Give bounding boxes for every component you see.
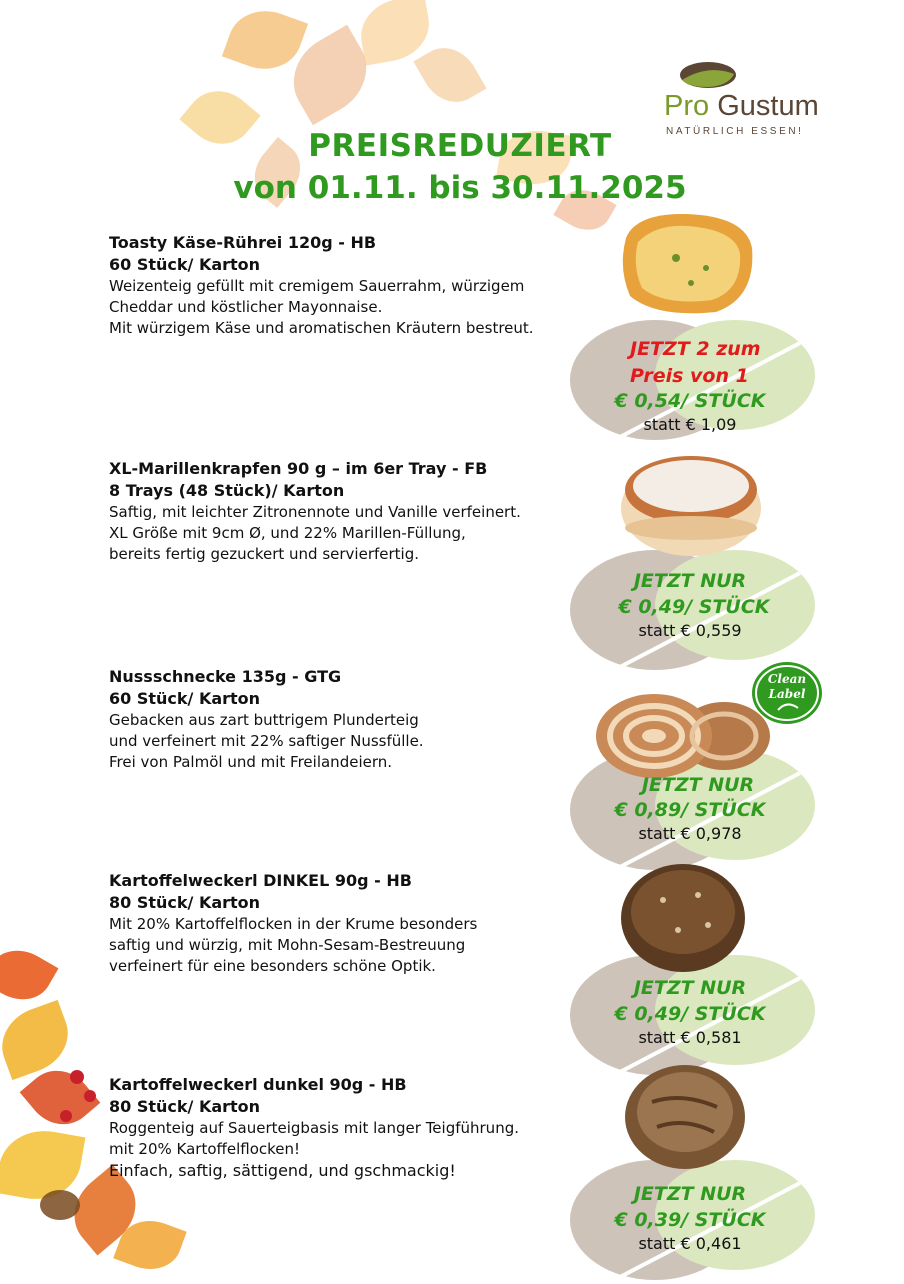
product-desc-line: Weizenteig gefüllt mit cremigem Sauerrahm, würzigem — [109, 277, 525, 295]
statt-price: statt € 0,461 — [638, 1234, 742, 1253]
offer-label: JETZT NUR — [633, 570, 747, 592]
product-desc-line: verfeinert für eine besonders schöne Optik. — [109, 957, 436, 975]
logo-bean-icon — [678, 60, 738, 90]
toasty-icon — [616, 208, 758, 318]
statt-price: statt € 1,09 — [643, 415, 737, 434]
product-title: XL-Marillenkrapfen 90 g – im 6er Tray - FB — [109, 459, 488, 478]
clean-label-line1: Clean — [767, 672, 807, 686]
product-pack: 60 Stück/ Karton — [109, 689, 261, 708]
product-desc-line: mit 20% Kartoffelflocken! — [109, 1140, 301, 1158]
product-pack: 8 Trays (48 Stück)/ Karton — [109, 481, 345, 500]
product-desc-line: Einfach, saftig, sättigend, und gschmackig! — [109, 1161, 456, 1180]
product-nussschnecke — [109, 666, 589, 773]
price-label: € 0,89/ STÜCK — [614, 799, 766, 821]
product-kartoffelweckerl-dinkel — [109, 870, 589, 977]
product-title: Kartoffelweckerl dunkel 90g - HB — [109, 1075, 407, 1094]
product-desc-line: saftig und würzig, mit Mohn-Sesam-Bestreuung — [109, 936, 466, 954]
clean-label-line2: Label — [768, 687, 806, 701]
pro-gustum-logo — [664, 60, 844, 144]
product-desc-line: XL Größe mit 9cm Ø, und 22% Marillen-Füllung, — [109, 524, 466, 542]
logo-wordmark: Pro Gustum — [664, 90, 819, 122]
product-pack: 80 Stück/ Karton — [109, 1097, 261, 1116]
product-title: Toasty Käse-Rührei 120g - HB — [109, 233, 377, 252]
weckerl-dunkel-icon — [622, 1062, 748, 1172]
product-kartoffelweckerl-dunkel — [109, 1074, 589, 1181]
offer-label: JETZT 2 zum — [630, 338, 761, 360]
weckerl-dinkel-icon — [618, 860, 748, 975]
statt-price: statt € 0,581 — [638, 1028, 742, 1047]
product-title: Nussschnecke 135g - GTG — [109, 667, 342, 686]
product-pack: 60 Stück/ Karton — [109, 255, 261, 274]
offer-label: JETZT NUR — [633, 1183, 747, 1205]
price-label: € 0,39/ STÜCK — [614, 1209, 766, 1231]
krapfen-icon — [618, 450, 764, 558]
price-label: € 0,49/ STÜCK — [614, 1003, 766, 1025]
product-toasty — [109, 232, 589, 339]
nussschnecke-icon — [594, 688, 774, 784]
headline-preisreduziert: PREISREDUZIERT — [308, 128, 612, 164]
product-marillenkrapfen — [109, 458, 589, 565]
product-desc-line: bereits fertig gezuckert und servierfertig. — [109, 545, 420, 563]
clean-label-badge — [750, 660, 824, 726]
headline-date-range: von 01.11. bis 30.11.2025 — [233, 170, 687, 206]
product-desc-line: Gebacken aus zart buttrigem Plunderteig — [109, 711, 419, 729]
product-title: Kartoffelweckerl DINKEL 90g - HB — [109, 871, 412, 890]
product-desc-line: Frei von Palmöl und mit Freilandeiern. — [109, 753, 393, 771]
product-desc-line: Mit 20% Kartoffelflocken in der Krume besonders — [109, 915, 478, 933]
offer-label: JETZT NUR — [633, 977, 747, 999]
offer-label: JETZT NUR — [641, 774, 755, 796]
statt-price: statt € 0,978 — [638, 824, 742, 843]
product-desc-line: und verfeinert mit 22% saftiger Nussfülle. — [109, 732, 424, 750]
product-desc-line: Saftig, mit leichter Zitronennote und Vanille verfeinert. — [109, 503, 521, 521]
product-desc-line: Mit würzigem Käse und aromatischen Kräutern bestreut. — [109, 319, 534, 337]
product-desc-line: Roggenteig auf Sauerteigbasis mit langer Teigführung. — [109, 1119, 519, 1137]
product-pack: 80 Stück/ Karton — [109, 893, 261, 912]
logo-tagline: NATÜRLICH ESSEN! — [666, 126, 804, 137]
offer-label: Preis von 1 — [630, 365, 749, 387]
price-label: € 0,54/ STÜCK — [614, 390, 766, 412]
product-desc-line: Cheddar und köstlicher Mayonnaise. — [109, 298, 383, 316]
statt-price: statt € 0,559 — [638, 621, 742, 640]
price-label: € 0,49/ STÜCK — [618, 596, 770, 618]
